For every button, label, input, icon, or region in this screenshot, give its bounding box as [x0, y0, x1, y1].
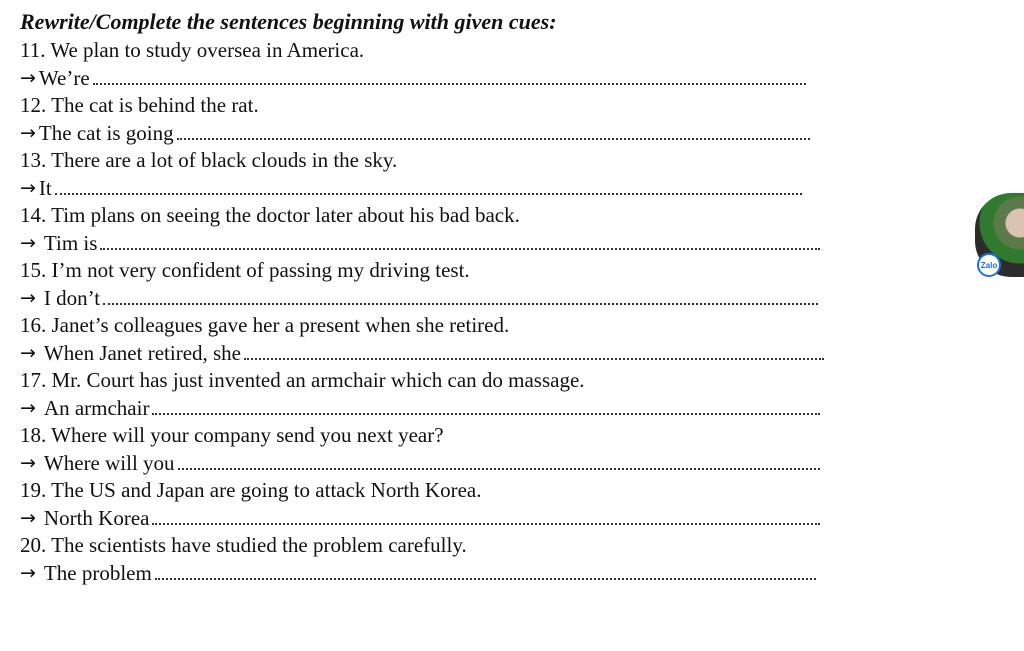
zalo-chat-widget[interactable]	[975, 193, 1024, 277]
question-16: 16. Janet’s colleagues gave her a present when she retired.	[20, 313, 510, 337]
answer-line-18	[20, 449, 820, 477]
arrow-icon: →	[20, 342, 36, 364]
arrow-icon: →	[20, 67, 36, 89]
question-13: 13. There are a lot of black clouds in the sky.	[20, 148, 398, 172]
arrow-icon: →	[20, 232, 36, 254]
question-17: 17. Mr. Court has just invented an armchair which can do massage.	[20, 368, 585, 392]
exercise-heading: Rewrite/Complete the sentences beginning with given cues:	[20, 9, 557, 34]
answer-blank[interactable]	[93, 83, 806, 85]
answer-cue: Tim is	[43, 231, 98, 255]
question-20: 20. The scientists have studied the problem carefully.	[20, 533, 467, 557]
answer-cue: North Korea	[43, 506, 150, 530]
answer-line-15	[20, 284, 818, 312]
answer-cue: An armchair	[43, 396, 150, 420]
answer-blank[interactable]	[155, 578, 816, 580]
arrow-icon: →	[20, 452, 36, 474]
answer-line-12	[20, 119, 810, 147]
arrow-icon: →	[20, 562, 36, 584]
answer-cue: It	[38, 176, 52, 200]
answer-blank[interactable]	[177, 138, 810, 140]
question-12: 12. The cat is behind the rat.	[20, 93, 259, 117]
arrow-icon: →	[20, 397, 36, 419]
answer-blank[interactable]	[152, 523, 820, 525]
arrow-icon: →	[20, 122, 36, 144]
answer-cue: Where will you	[43, 451, 175, 475]
question-14: 14. Tim plans on seeing the doctor later about his bad back.	[20, 203, 520, 227]
arrow-icon: →	[20, 507, 36, 529]
arrow-icon: →	[20, 287, 36, 309]
answer-cue: The cat is going	[38, 121, 174, 145]
question-19: 19. The US and Japan are going to attack North Korea.	[20, 478, 482, 502]
answer-blank[interactable]	[103, 303, 818, 305]
answer-blank[interactable]	[244, 358, 824, 360]
exercise-sheet	[20, 9, 820, 587]
zalo-icon[interactable]: Zalo	[977, 253, 1001, 277]
answer-blank[interactable]	[152, 413, 820, 415]
answer-line-11	[20, 64, 806, 92]
question-15: 15. I’m not very confident of passing my driving test.	[20, 258, 470, 282]
question-18: 18. Where will your company send you next year?	[20, 423, 444, 447]
answer-cue: I don’t	[43, 286, 101, 310]
answer-line-13	[20, 174, 802, 202]
answer-line-14	[20, 229, 820, 257]
answer-line-20	[20, 559, 816, 587]
answer-cue: We’re	[38, 66, 90, 90]
answer-blank[interactable]	[100, 248, 820, 250]
answer-cue: When Janet retired, she	[43, 341, 242, 365]
question-11: 11. We plan to study oversea in America.	[20, 38, 365, 62]
answer-line-16	[20, 339, 824, 367]
answer-cue: The problem	[43, 561, 152, 585]
answer-blank[interactable]	[178, 468, 820, 470]
answer-line-19	[20, 504, 820, 532]
answer-line-17	[20, 394, 820, 422]
arrow-icon: →	[20, 177, 36, 199]
answer-blank[interactable]	[55, 193, 802, 195]
